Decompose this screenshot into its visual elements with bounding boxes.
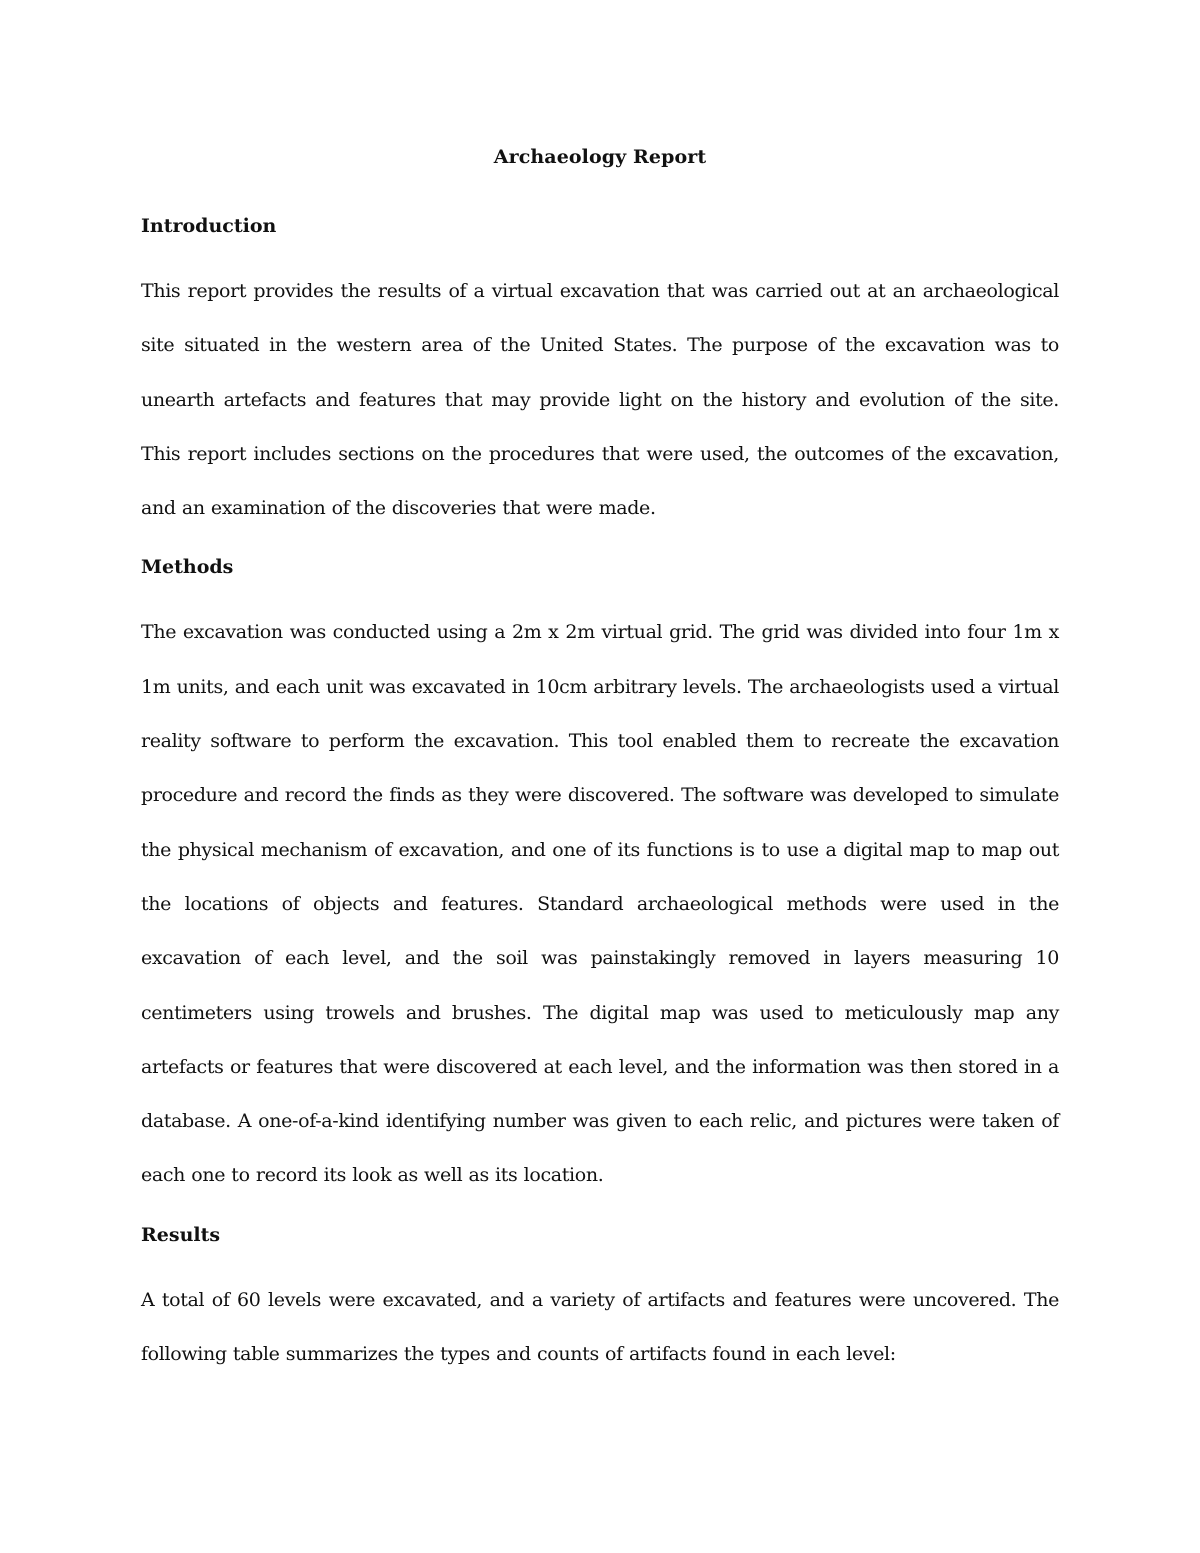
methods-paragraph: The excavation was conducted using a 2m x 2m virtual grid. The grid was divided into four 1m x 1m units, and each unit was excavated in 10cm arbitrary levels. The archaeologists used a virtual reality software to perform the excavation. This tool enabled them to recreate the excavation procedure and record the finds as they were discovered. The software was developed to simulate the physical mechanism of excavation, and one of its functions is to use a digital map to map out the locations of objects and features. Standard archaeological methods were used in the excavation of each level, and the soil was painstakingly removed in layers measuring 10 centimeters using trowels and brushes. The digital map was used to meticulously map any artefacts or features that were discovered at each level, and the information was then stored in a database. A one-of-a-kind identifying number was given to each relic, and pictures were taken of each one to record its look as well as its location. <box>141 621 1059 1187</box>
introduction-paragraph: This report provides the results of a virtual excavation that was carried out at an archaeological site situated in the western area of the United States. The purpose of the excavation was to unearth artefacts and features that may provide light on the history and evolution of the site. This report includes sections on the procedures that were used, the outcomes of the excavation, and an examination of the discoveries that were made. <box>141 280 1059 520</box>
section-heading-methods: Methods <box>141 556 234 579</box>
document-title: Archaeology Report <box>493 146 707 168</box>
section-heading-results: Results <box>141 1223 221 1246</box>
document-body <box>141 140 1059 1381</box>
section-heading-introduction: Introduction <box>141 215 277 237</box>
results-paragraph: A total of 60 levels were excavated, and a variety of artifacts and features were uncovered. The following table summarizes the types and counts of artifacts found in each level: <box>141 1288 1059 1366</box>
